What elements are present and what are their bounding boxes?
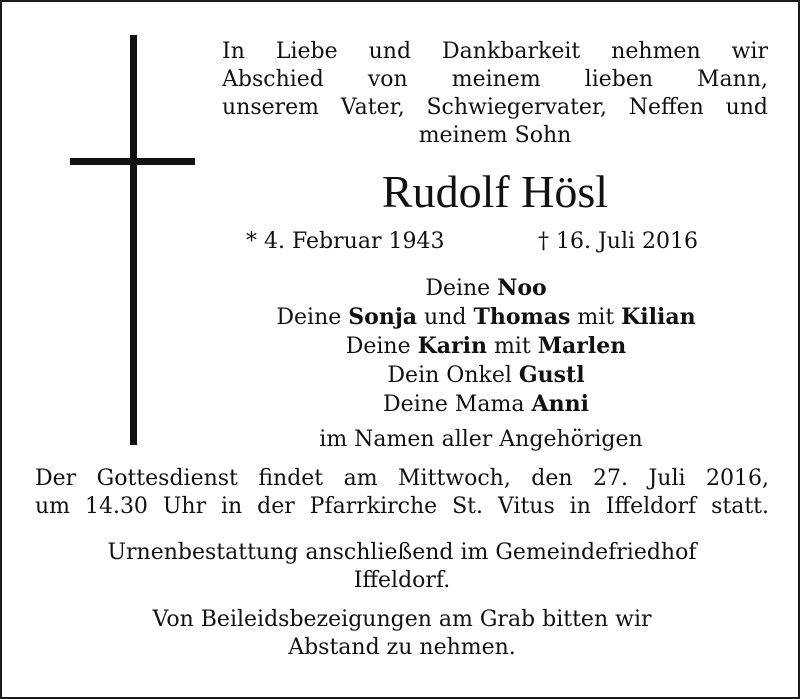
intro-line: In Liebe und Dankbarkeit nehmen wir	[222, 39, 768, 64]
family-relation-text: Dein Onkel	[387, 363, 519, 388]
intro-line: unserem Vater, Schwiegervater, Neffen und	[222, 95, 768, 120]
family-row	[222, 332, 750, 361]
condolence-line: Von Beileidsbezeigungen am Grab bitten wir	[152, 607, 652, 632]
family-relation-text: Deine	[345, 334, 418, 359]
death-date: † 16. Juli 2016	[538, 229, 699, 254]
burial-info	[2, 539, 800, 595]
family-relation-text: Deine	[425, 276, 498, 301]
burial-line: Urnenbestattung anschließend im Gemeindefriedhof	[107, 540, 697, 565]
birth-date: * 4. Februar 1943	[246, 229, 445, 254]
service-info	[2, 465, 800, 521]
on-behalf-line: im Namen aller Angehörigen	[319, 427, 643, 452]
family-member-name: Gustl	[518, 362, 585, 388]
intro-line: Abschied von meinem lieben Mann,	[222, 67, 768, 92]
family-member-name: Marlen	[537, 333, 627, 359]
cross-icon-bar	[70, 158, 195, 165]
burial-line: Iffeldorf.	[353, 568, 451, 593]
family-member-name: Noo	[497, 275, 547, 301]
family-row	[222, 274, 750, 303]
family-signatures	[222, 274, 750, 419]
deceased-name: Rudolf Hösl	[381, 166, 609, 217]
service-line: um 14.30 Uhr in der Pfarrkirche St. Vitus in Iffeldorf statt.	[35, 494, 769, 519]
intro-line: meinem Sohn	[418, 123, 572, 148]
family-member-name: Anni	[531, 391, 589, 417]
family-row	[222, 361, 750, 390]
cross-icon	[130, 35, 137, 445]
family-member-name: Kilian	[621, 304, 696, 330]
intro-text	[222, 38, 768, 150]
family-relation-text: mit	[486, 334, 538, 359]
service-line: Der Gottesdienst findet am Mittwoch, den 27. Juli 2016,	[35, 466, 769, 491]
family-relation-text: Deine Mama	[383, 392, 532, 417]
family-member-name: Sonja	[348, 304, 418, 330]
family-relation-text: und	[417, 305, 474, 330]
family-member-name: Thomas	[473, 304, 571, 330]
condolence-line: Abstand zu nehmen.	[288, 635, 516, 660]
family-member-name: Karin	[417, 333, 487, 359]
family-row	[222, 303, 750, 332]
family-relation-text: Deine	[276, 305, 349, 330]
family-relation-text: mit	[570, 305, 622, 330]
condolence-info	[2, 606, 800, 662]
family-row	[222, 390, 750, 419]
